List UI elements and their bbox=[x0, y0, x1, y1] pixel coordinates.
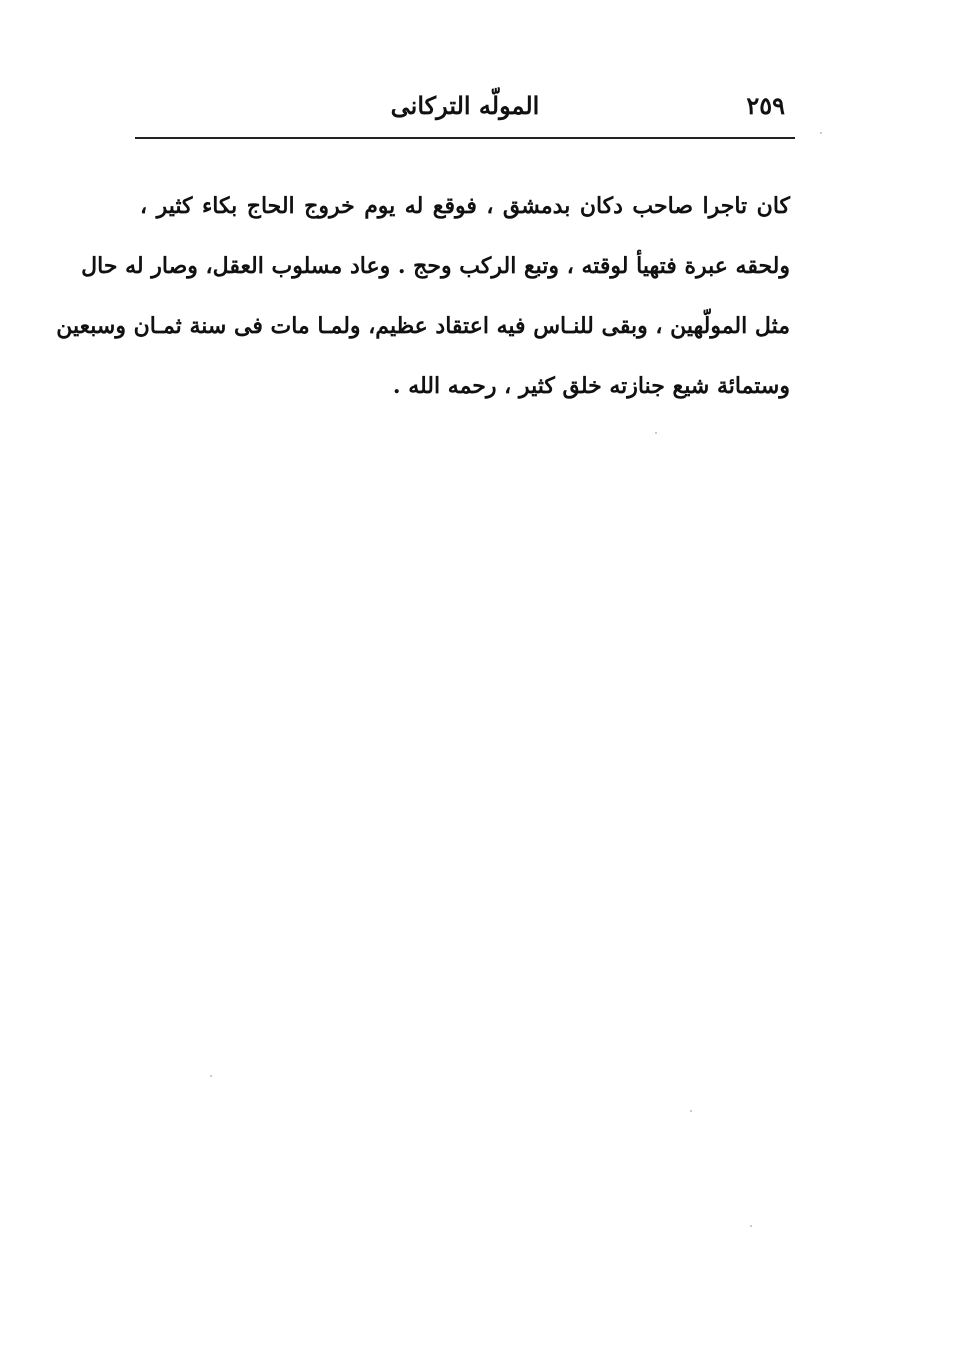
scan-speck bbox=[655, 432, 657, 434]
scan-speck bbox=[690, 1110, 692, 1112]
text-line: ولحقه عبرة فتهيأ لوقته ، وتبع الركب وحج . وعاد مسلوب العقل، وصار له حال bbox=[81, 253, 790, 279]
text-line: كان تاجرا صاحب دكان بدمشق ، فوقع له يوم خروج الحاج بكاء كثير ، bbox=[140, 193, 790, 219]
scan-speck bbox=[210, 1075, 212, 1077]
text-line: مثل المولّهين ، وبقى للنـاس فيه اعتقاد عظيم، ولمـا مات فى سنة ثمـان وسبعين bbox=[56, 313, 790, 339]
scan-speck bbox=[750, 1225, 752, 1227]
page-number: ٢٥٩ bbox=[746, 91, 785, 120]
body-paragraph bbox=[56, 176, 790, 416]
header-rule bbox=[135, 137, 795, 139]
running-title: المولّه التركانى bbox=[390, 91, 540, 120]
text-line: وستمائة شيع جنازته خلق كثير ، رحمه الله . bbox=[392, 373, 790, 399]
page-header bbox=[135, 88, 795, 132]
scan-speck bbox=[820, 132, 822, 134]
